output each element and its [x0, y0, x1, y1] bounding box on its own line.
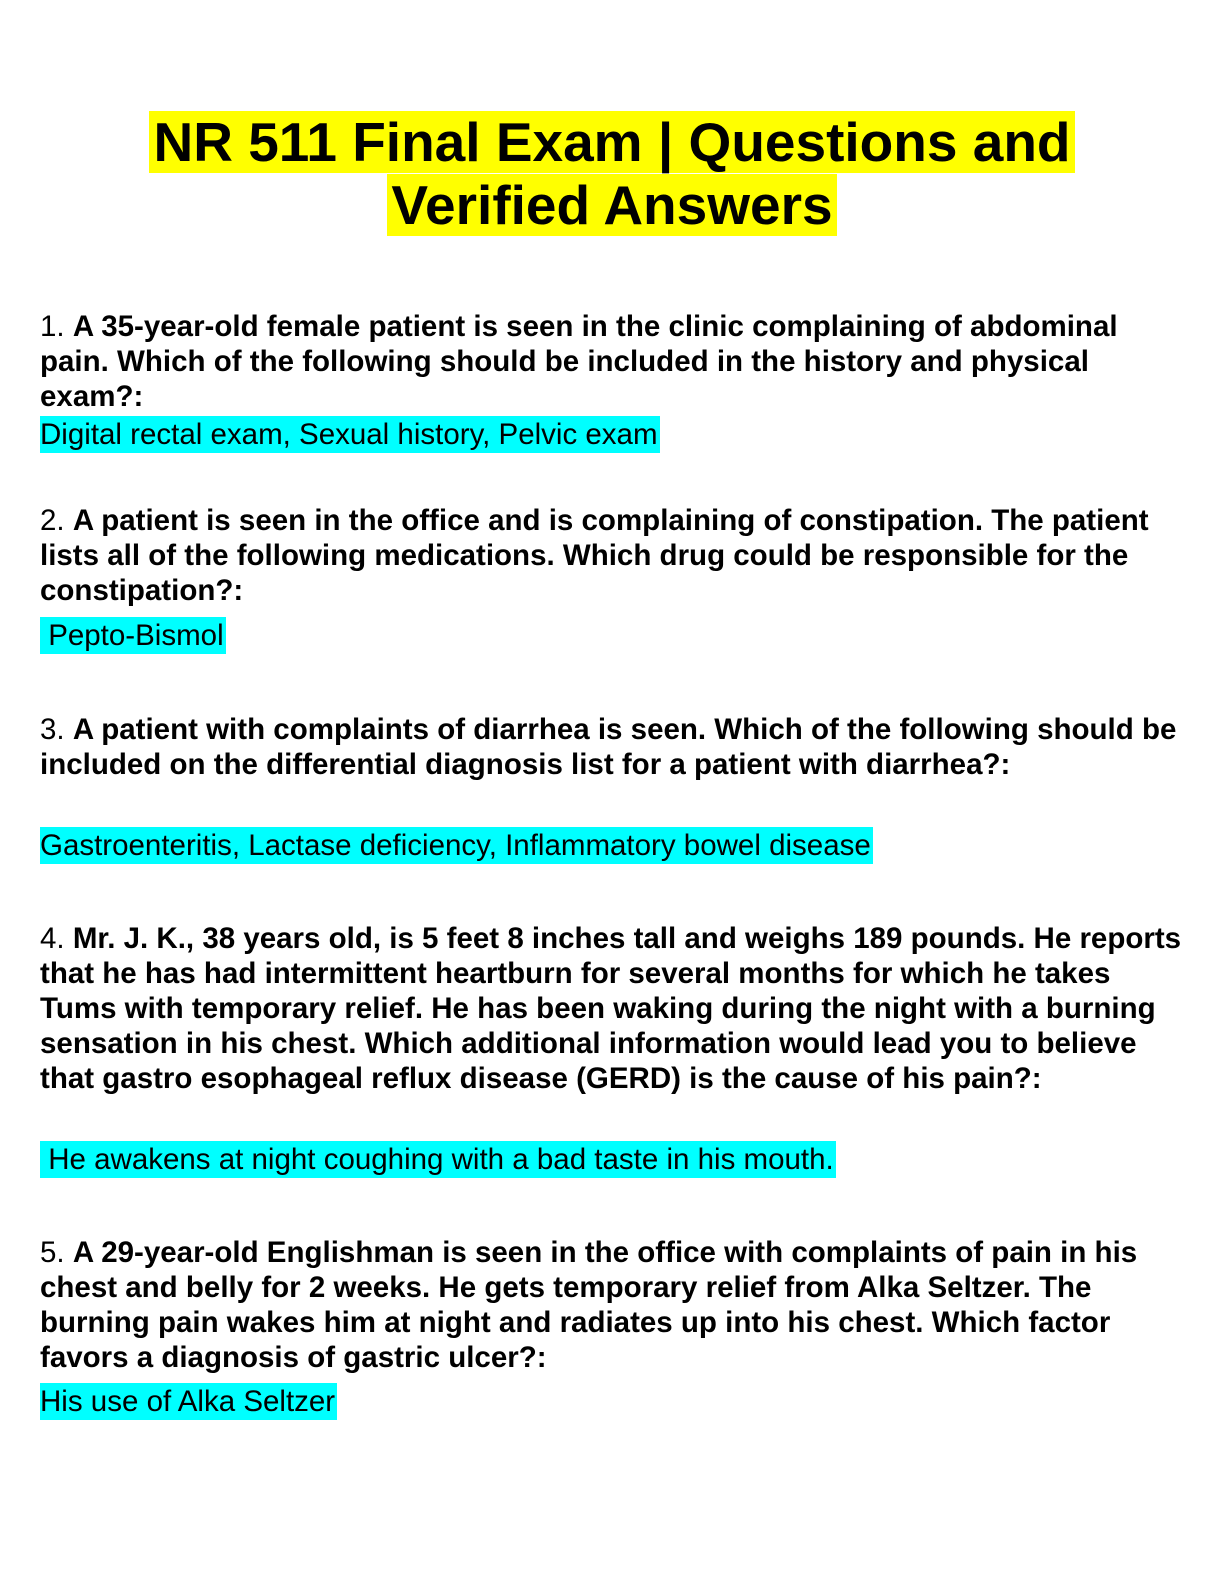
question-number: 2. [40, 504, 65, 537]
answer-text: He awakens at night coughing with a bad taste in his mouth. [40, 1143, 834, 1176]
answer-text: Gastroenteritis, Lactase deficiency, Inflammatory bowel disease [40, 829, 871, 862]
title-line-1: NR 511 Final Exam | Questions and [149, 111, 1074, 173]
question-4 [40, 921, 1190, 1096]
question-text: A patient with complaints of diarrhea is seen. Which of the following should be included on the differential diagnosis list for a patient with diarrhea?: [40, 713, 1177, 781]
answer-5 [40, 1384, 337, 1419]
question-text: A 29-year-old Englishman is seen in the office with complaints of pain in his chest and belly for 2 weeks. He gets temporary relief from Alka Seltzer. The burning pain wakes him at night and radiates up into his chest. Which factor favors a diagnosis of gastric ulcer?: [40, 1236, 1138, 1374]
page-title [0, 111, 1224, 237]
question-2 [40, 503, 1190, 608]
answer-text: His use of Alka Seltzer [40, 1385, 336, 1418]
answer-1 [40, 417, 660, 452]
question-number: 3. [40, 713, 65, 746]
answer-3 [40, 828, 873, 863]
question-number: 4. [40, 922, 65, 955]
answer-2 [40, 618, 226, 653]
answer-text: Digital rectal exam, Sexual history, Pelvic exam [40, 418, 658, 451]
question-number: 1. [40, 310, 65, 343]
question-text: Mr. J. K., 38 years old, is 5 feet 8 inches tall and weighs 189 pounds. He reports that he has had intermittent heartburn for several months for which he takes Tums with temporary relief. He has been waking during the night with a burning sensation in his chest. Which additional information would lead you to believe that gastro esophageal reflux disease (GERD) is the cause of his pain?: [40, 922, 1182, 1095]
answer-text: Pepto-Bismol [40, 619, 224, 652]
question-1 [40, 309, 1190, 414]
question-3 [40, 712, 1190, 782]
title-line-2: Verified Answers [387, 174, 836, 236]
question-text: A patient is seen in the office and is complaining of constipation. The patient lists all of the following medications. Which drug could be responsible for the constipation?: [40, 504, 1149, 607]
question-text: A 35-year-old female patient is seen in the clinic complaining of abdominal pain. Which of the following should be included in the history and physical exam?: [40, 310, 1118, 413]
question-5 [40, 1235, 1190, 1375]
question-number: 5. [40, 1236, 65, 1269]
answer-4 [40, 1142, 836, 1177]
